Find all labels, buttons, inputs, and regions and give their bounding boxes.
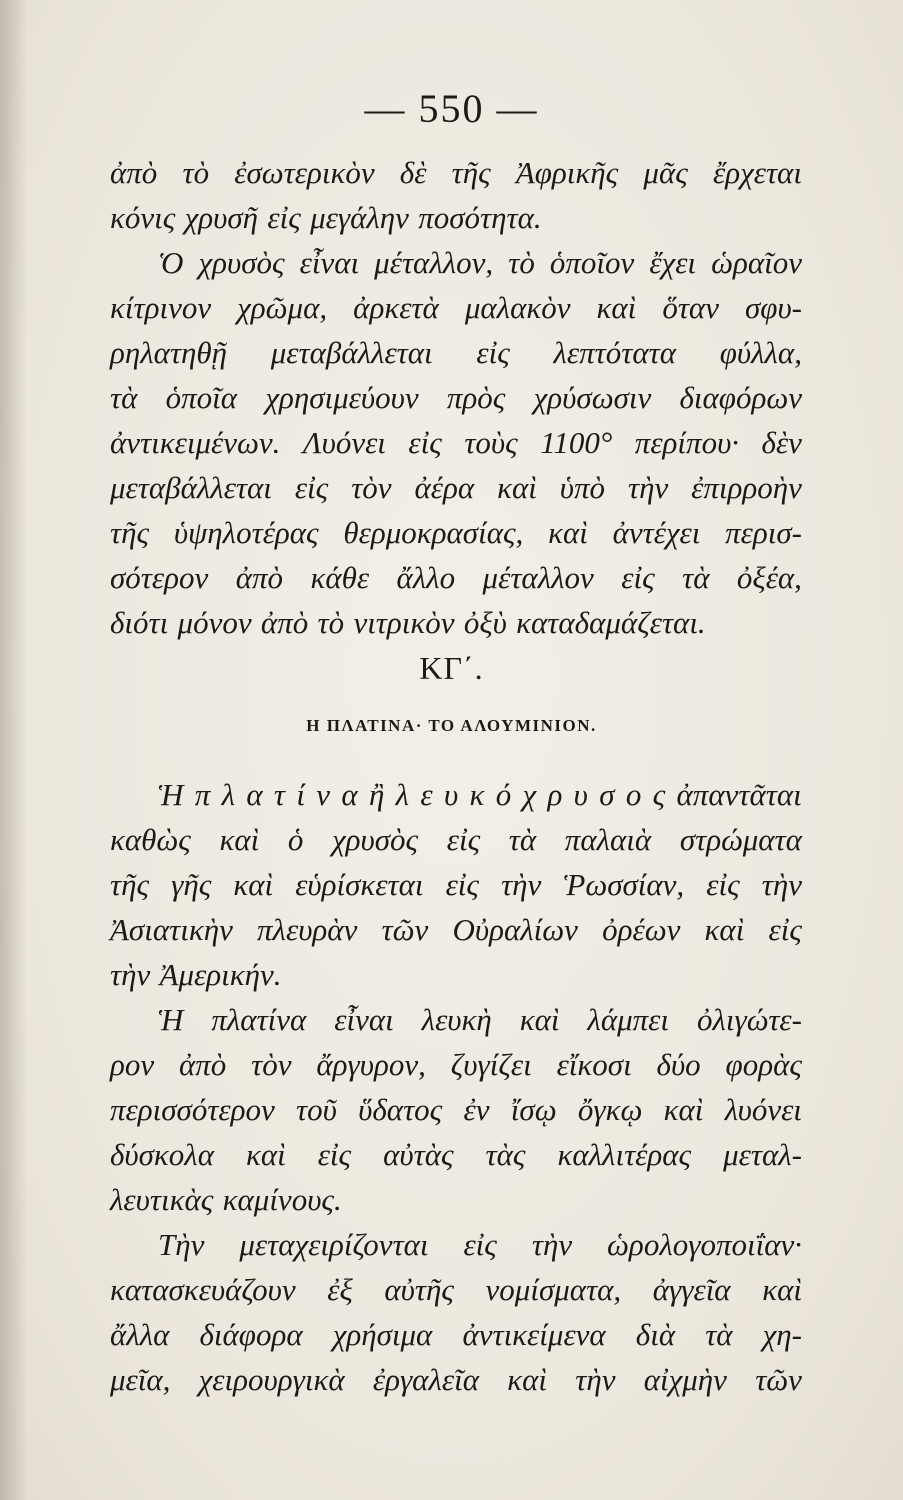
- word: εἰς: [706, 867, 740, 902]
- word: τῆς: [451, 155, 491, 190]
- word: χρυσὸς: [198, 245, 285, 280]
- text-line: [110, 1222, 802, 1267]
- word: Ἀσιατικὴν: [110, 912, 233, 947]
- word: ἔρχεται: [713, 155, 802, 190]
- word: διότι: [110, 605, 169, 640]
- word: τὰ: [682, 560, 710, 595]
- word: ἔχει: [649, 245, 697, 280]
- word: λεπτότατα: [553, 335, 676, 370]
- word: καὶ: [762, 1272, 802, 1307]
- word: περισσότερον: [110, 1092, 275, 1127]
- word: ἀντέχει: [612, 515, 701, 550]
- word: εἰς: [476, 335, 510, 370]
- word: ό: [495, 777, 512, 812]
- word: ἢ: [368, 777, 385, 812]
- word: π: [194, 777, 211, 812]
- word: τὰς: [485, 1137, 526, 1172]
- word: καὶ: [519, 1002, 560, 1037]
- word: δύο: [656, 1047, 701, 1082]
- text-line: [110, 1357, 802, 1402]
- word: ὑψηλοτέρας: [173, 515, 319, 550]
- word: τὰ: [508, 822, 537, 857]
- word: τῶν: [755, 1362, 802, 1397]
- word: στρώματα: [679, 822, 802, 857]
- word: μαλακὸν: [464, 290, 571, 325]
- word: ἀντικείμενα: [462, 1317, 606, 1352]
- word: λευτικὰς: [110, 1182, 214, 1217]
- word: ἀρκετὰ: [353, 290, 439, 325]
- word: ὁποῖον: [549, 245, 635, 280]
- word: τὴν: [531, 1227, 573, 1262]
- word: μεγάλην: [310, 200, 409, 235]
- word: μέταλλον,: [374, 245, 494, 280]
- text-line: [110, 817, 802, 862]
- word: καθὼς: [110, 822, 191, 857]
- word: καὶ: [219, 822, 260, 857]
- word: μεταβάλλεται: [270, 335, 433, 370]
- word: φορὰς: [725, 1047, 802, 1082]
- word: τὰ: [705, 1317, 733, 1352]
- word: κόνις: [110, 200, 176, 235]
- word: σ: [599, 777, 615, 812]
- word: ὕδατος: [358, 1092, 443, 1127]
- word: νομίσματα,: [485, 1272, 622, 1307]
- word: εἰς: [317, 1137, 352, 1172]
- word: ἐσωτερικὸν: [234, 155, 375, 190]
- word: εἶναι: [299, 245, 360, 280]
- word: περίπου·: [634, 425, 740, 460]
- word: ρηλατηθῇ: [110, 335, 228, 370]
- text-line: [110, 375, 802, 420]
- word: εὑρίσκεται: [295, 867, 424, 902]
- word: χ: [522, 777, 537, 812]
- word: εἰς: [267, 200, 301, 235]
- word: καμίνους.: [222, 1182, 342, 1217]
- word: ς: [652, 777, 666, 812]
- text-line: [110, 330, 802, 375]
- word: Ῥωσσίαν,: [563, 867, 685, 902]
- word: ρ: [547, 777, 563, 812]
- word: εἴκοσι: [556, 1047, 632, 1082]
- word: ε: [420, 777, 433, 812]
- text-line: [110, 1087, 802, 1132]
- word: μεῖα,: [110, 1362, 171, 1397]
- word: καὶ: [245, 1137, 286, 1172]
- word: αἰχμὴν: [643, 1362, 727, 1397]
- word: Ἀμερικήν.: [159, 957, 282, 992]
- chapter-title: Η ΠΛΑΤΙΝΑ· ΤΟ ΑΛΟΥΜΙΝΙΟΝ.: [306, 716, 597, 735]
- text-line: [110, 600, 802, 645]
- word: καταδαμάζεται.: [516, 605, 706, 640]
- word: ἄλλα: [110, 1317, 170, 1352]
- word: πλατίνα: [211, 1002, 307, 1037]
- word: αὐτῆς: [384, 1272, 454, 1307]
- word: τὸ: [317, 605, 345, 640]
- word: ἀπὸ: [260, 605, 309, 640]
- word: τοῦ: [296, 1092, 337, 1127]
- text-line: [110, 150, 802, 195]
- word: ὁποῖα: [165, 380, 238, 415]
- word: μέταλλον: [482, 560, 594, 595]
- word: κατασκευάζουν: [110, 1272, 296, 1307]
- word: α: [246, 777, 263, 812]
- word: Ἀφρικῆς: [515, 155, 619, 190]
- bottom-text-block: [110, 772, 802, 1402]
- word: δὲν: [761, 425, 802, 460]
- word: 1100°: [540, 425, 613, 460]
- word: χρυσῆ: [184, 200, 259, 235]
- word: Ἡ: [158, 777, 184, 812]
- word: μόνον: [177, 605, 252, 640]
- text-line: [110, 510, 802, 555]
- word: τ: [273, 777, 286, 812]
- text-line: [110, 952, 802, 997]
- word: σότερον: [110, 560, 209, 595]
- word: τὴν: [627, 470, 669, 505]
- word: μεταχειρίζονται: [239, 1227, 429, 1262]
- word: εἰς: [446, 822, 481, 857]
- word: πλευρὰν: [257, 912, 358, 947]
- word: διάφορα: [199, 1317, 303, 1352]
- word: καὶ: [596, 290, 637, 325]
- word: ο: [625, 777, 642, 812]
- word: ὅταν: [662, 290, 719, 325]
- word: εἰς: [463, 1227, 497, 1262]
- word: καὶ: [497, 470, 537, 505]
- word: θερμοκρασίας,: [343, 515, 524, 550]
- text-line: [110, 420, 802, 465]
- text-line: [110, 555, 802, 600]
- word: ὀξέα,: [736, 560, 802, 595]
- text-line: [110, 907, 802, 952]
- word: δύσκολα: [110, 1137, 215, 1172]
- word: ζυγίζει: [450, 1047, 532, 1082]
- word: ἄλλο: [396, 560, 456, 595]
- word: μᾶς: [643, 155, 688, 190]
- word: ἐξ: [327, 1272, 353, 1307]
- word: ἐπιρροὴν: [691, 470, 802, 505]
- word: ρον: [110, 1047, 155, 1082]
- word: ὀλιγώτε-: [696, 1002, 802, 1037]
- word: εἶναι: [334, 1002, 394, 1037]
- word: χειρουργικὰ: [198, 1362, 345, 1397]
- word: ἀπὸ: [235, 560, 283, 595]
- binding-shadow: [0, 0, 28, 1500]
- word: κίτρινον: [110, 290, 212, 325]
- word: κάθε: [310, 560, 370, 595]
- word: τὴν: [575, 1362, 616, 1397]
- word: πρὸς: [446, 380, 506, 415]
- word: εἰς: [621, 560, 655, 595]
- word: ἀπὸ: [110, 155, 158, 190]
- word: καὶ: [548, 515, 588, 550]
- word: Οὐραλίων: [452, 912, 578, 947]
- word: ὀξὺ: [463, 605, 507, 640]
- text-line: [110, 1267, 802, 1312]
- word: Λυόνει: [302, 425, 386, 460]
- word: καὶ: [507, 1362, 547, 1397]
- word: καὶ: [663, 1092, 704, 1127]
- word: ἀγγεῖα: [652, 1272, 731, 1307]
- word: υ: [573, 777, 588, 812]
- word: Ἡ: [158, 1002, 184, 1037]
- word: καὶ: [233, 867, 274, 902]
- word: ἐν: [463, 1092, 490, 1127]
- word: τῆς: [110, 867, 150, 902]
- word: λευκὴ: [421, 1002, 492, 1037]
- word: μεταλ-: [723, 1137, 802, 1172]
- word: χρύσωσιν: [533, 380, 652, 415]
- word: ἀντικειμένων.: [110, 425, 281, 460]
- word: ὁ: [287, 822, 304, 857]
- word: τὴν: [761, 867, 802, 902]
- text-line: [110, 1042, 802, 1087]
- word: χρυσὸς: [332, 822, 419, 857]
- word: ί: [296, 777, 305, 812]
- word: νιτρικὸν: [353, 605, 455, 640]
- word: τοὺς: [464, 425, 518, 460]
- word: γῆς: [171, 867, 212, 902]
- text-line: [110, 772, 802, 817]
- word: τῆς: [110, 515, 150, 550]
- word: ὑπὸ: [559, 470, 606, 505]
- text-line: [110, 195, 802, 240]
- word: χρήσιμα: [332, 1317, 433, 1352]
- word: ὡραῖον: [711, 245, 802, 280]
- word: τὰ: [110, 380, 138, 415]
- text-line: [110, 997, 802, 1042]
- word: τὸν: [351, 470, 392, 505]
- text-line: [110, 1177, 802, 1222]
- word: ἀπὸ: [179, 1047, 227, 1082]
- word: εἰς: [294, 470, 329, 505]
- word: μεταβάλλεται: [110, 470, 272, 505]
- text-line: [110, 465, 802, 510]
- word: καλλιτέρας: [557, 1137, 692, 1172]
- word: διαφόρων: [679, 380, 802, 415]
- word: τῶν: [381, 912, 429, 947]
- word: ὡρολογοποιΐαν·: [607, 1227, 802, 1262]
- word: λυόνει: [724, 1092, 802, 1127]
- word: παλαιὰ: [564, 822, 652, 857]
- word: τὸν: [251, 1047, 292, 1082]
- word: Ὁ: [158, 245, 184, 280]
- word: ἀπαντᾶται: [676, 777, 802, 812]
- word: τὴν: [501, 867, 542, 902]
- text-line: [110, 1132, 802, 1177]
- word: διὰ: [635, 1317, 676, 1352]
- word: λ: [221, 777, 236, 812]
- word: λ: [395, 777, 410, 812]
- word: δὲ: [399, 155, 427, 190]
- word: σφυ-: [745, 290, 802, 325]
- word: καὶ: [704, 912, 745, 947]
- word: ποσότητα.: [418, 200, 542, 235]
- chapter-number: ΚΓ΄.: [419, 650, 484, 686]
- word: περισ-: [725, 515, 802, 550]
- word: εἰς: [445, 867, 479, 902]
- word: αὐτὰς: [383, 1137, 454, 1172]
- word: εἰς: [768, 912, 802, 947]
- word: χρῶμα,: [237, 290, 328, 325]
- word: ὄγκῳ: [577, 1092, 643, 1127]
- word: χρησιμεύουν: [265, 380, 419, 415]
- text-line: [110, 862, 802, 907]
- word: ἄργυρον,: [316, 1047, 426, 1082]
- word: εἰς: [408, 425, 442, 460]
- word: ἐργαλεῖα: [372, 1362, 479, 1397]
- word: α: [341, 777, 358, 812]
- word: ἀέρα: [414, 470, 475, 505]
- top-text-block: [110, 150, 802, 645]
- word: φύλλα,: [719, 335, 802, 370]
- word: υ: [443, 777, 459, 812]
- word: τὴν: [110, 957, 151, 992]
- page-number: — 550 —: [364, 86, 539, 131]
- word: ἴσῳ: [510, 1092, 557, 1127]
- word: Τὴν: [158, 1227, 205, 1262]
- text-line: [110, 285, 802, 330]
- word: ν: [316, 777, 331, 812]
- text-line: [110, 1312, 802, 1357]
- word: ὀρέων: [602, 912, 681, 947]
- word: χη-: [762, 1317, 802, 1352]
- word: κ: [469, 777, 485, 812]
- word: λάμπει: [587, 1002, 670, 1037]
- text-line: [110, 240, 802, 285]
- word: τὸ: [182, 155, 210, 190]
- word: τὸ: [508, 245, 535, 280]
